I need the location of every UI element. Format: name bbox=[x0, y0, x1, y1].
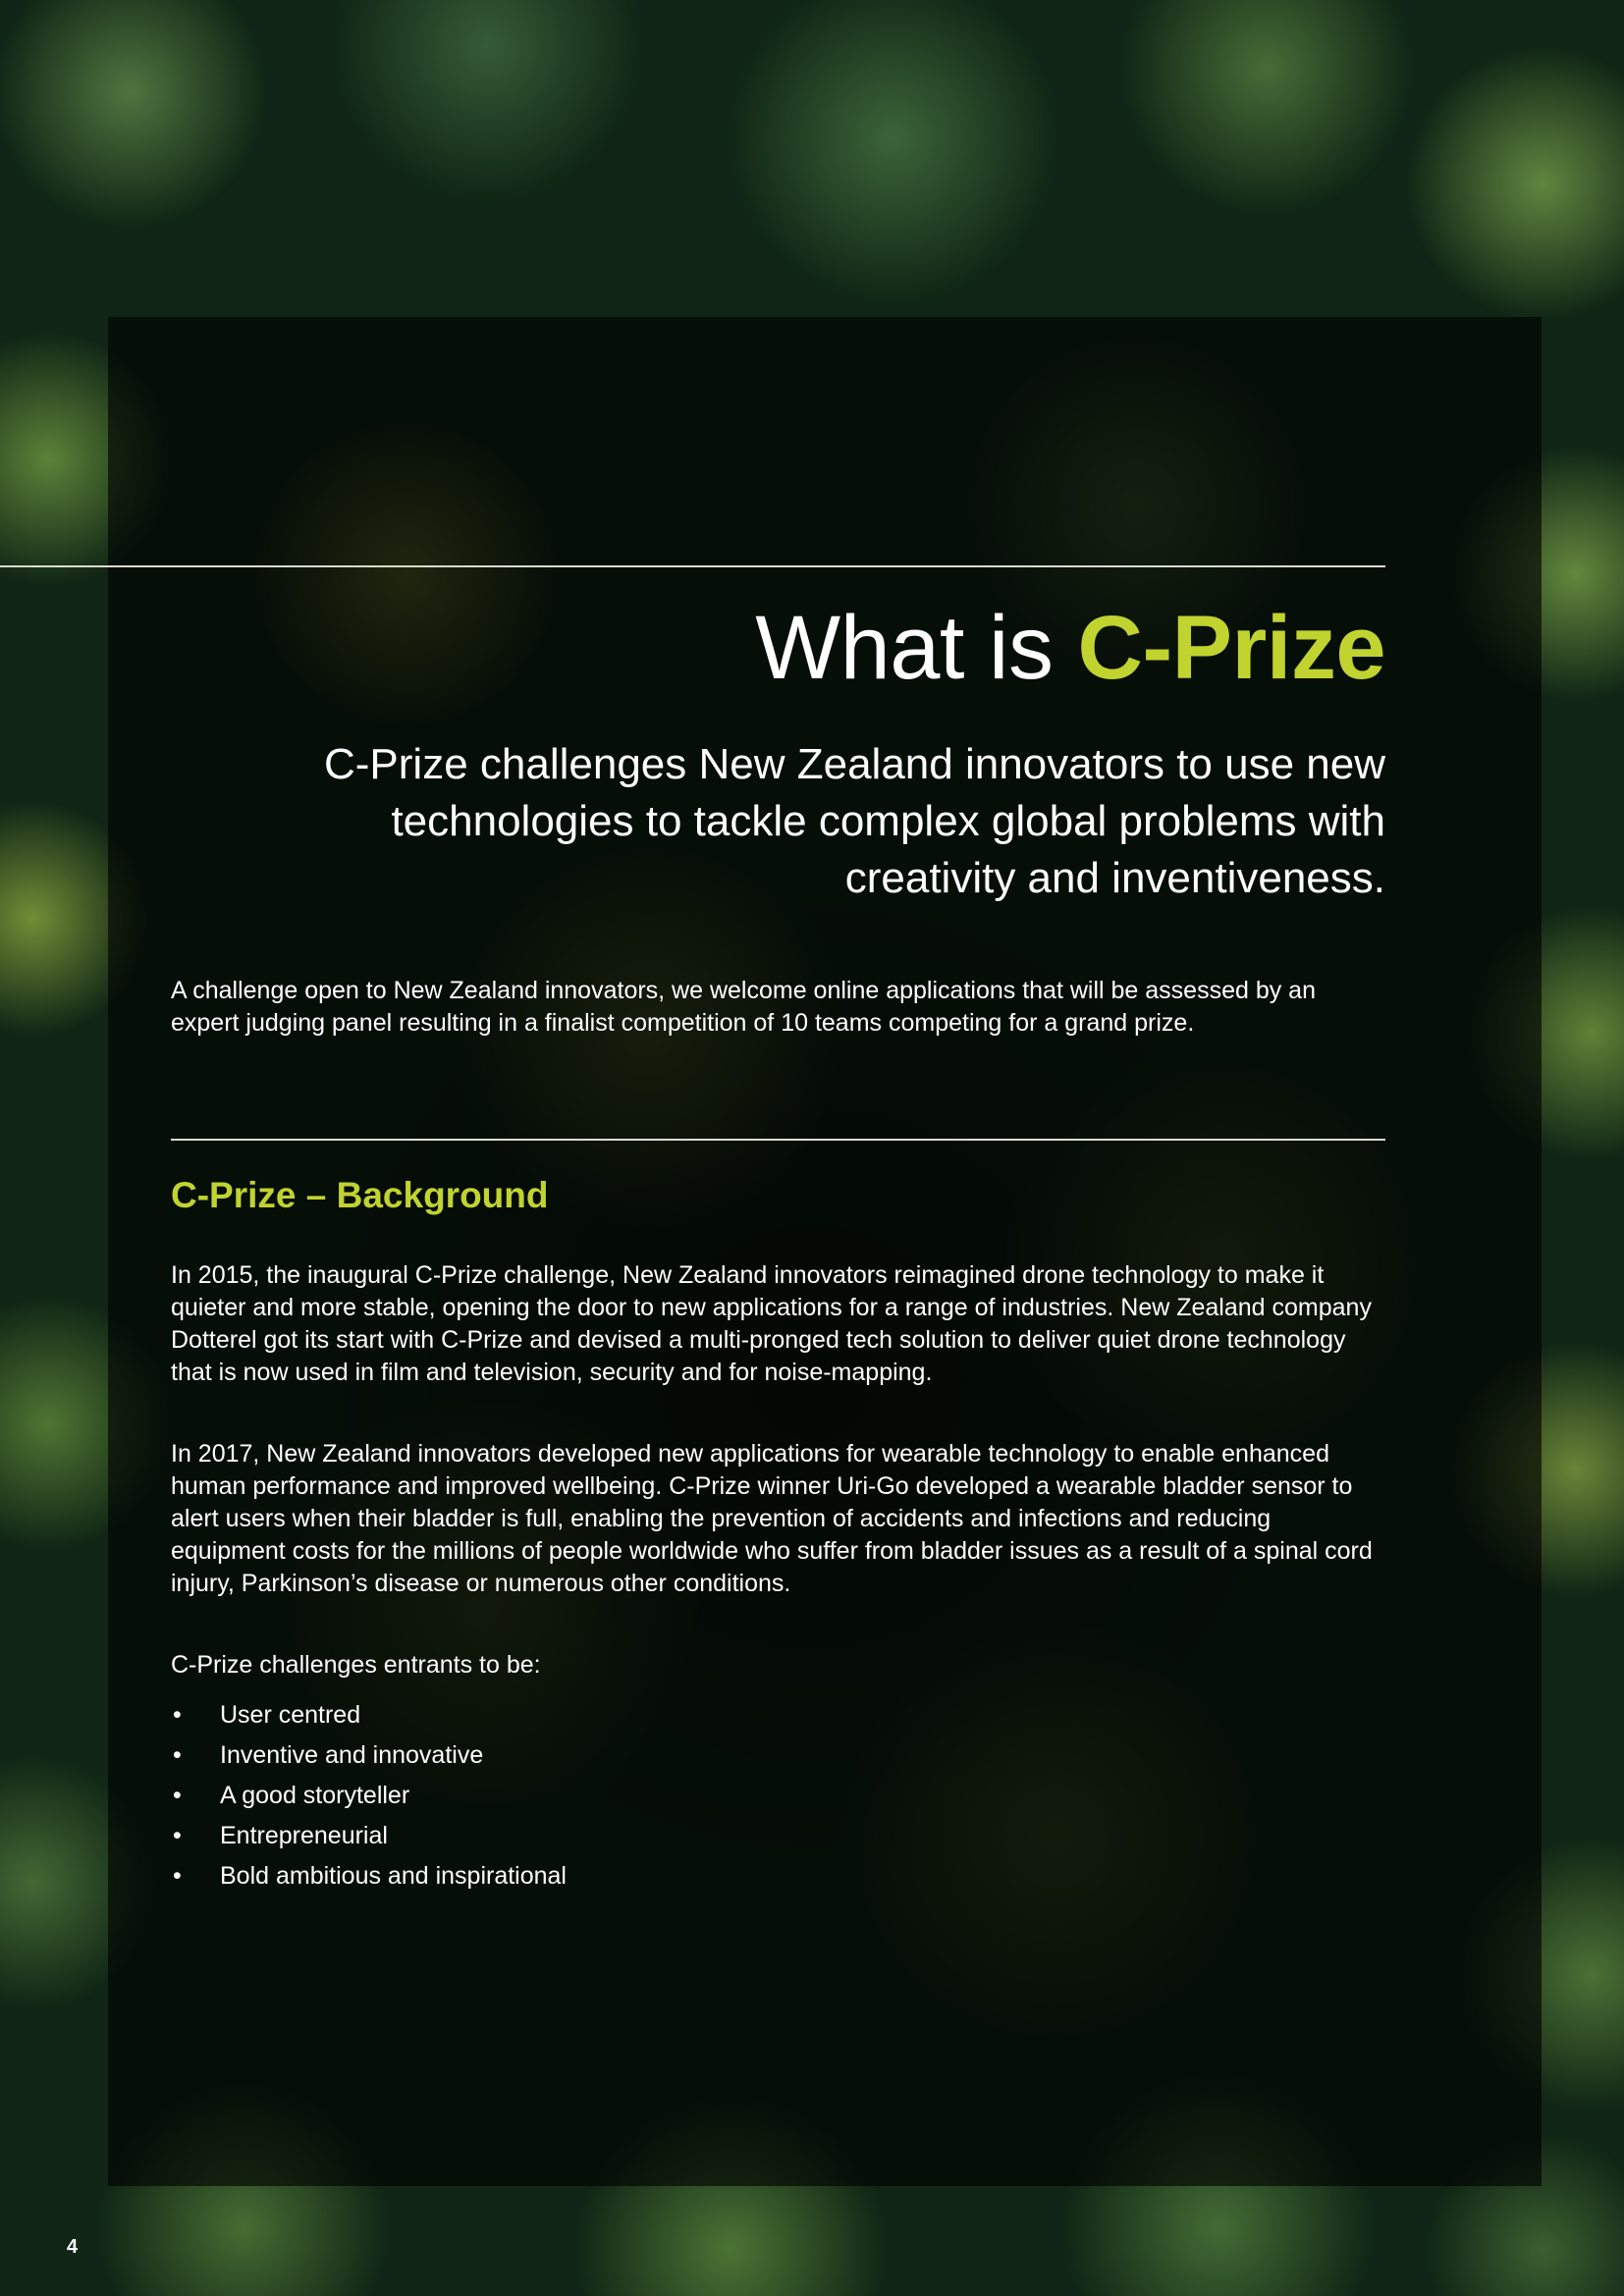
page-number: 4 bbox=[67, 2236, 79, 2258]
bullet-icon: • bbox=[173, 1741, 182, 1769]
title-highlight: C-Prize bbox=[1077, 598, 1385, 698]
title-prefix: What is bbox=[755, 598, 1078, 698]
page-title bbox=[755, 594, 1385, 702]
list-item bbox=[171, 1776, 567, 1816]
list-item bbox=[171, 1856, 567, 1896]
list-item-label: A good storyteller bbox=[220, 1782, 410, 1809]
list-item-label: User centred bbox=[220, 1701, 361, 1729]
bullet-icon: • bbox=[173, 1782, 182, 1809]
list-item-label: Bold ambitious and inspirational bbox=[220, 1862, 567, 1890]
bullet-icon: • bbox=[173, 1862, 182, 1890]
section-divider bbox=[171, 1139, 1385, 1141]
list-item bbox=[171, 1695, 567, 1735]
list-item bbox=[171, 1816, 567, 1856]
background-paragraph-2017: In 2017, New Zealand innovators developed new applications for wearable technology to enable enhanced human performance and improved wellbeing. C-Prize winner Uri-Go developed a wearable bladder sensor to alert users when their bladder is full, enabling the prevention of accidents and infections and reducing equipment costs for the millions of people worldwide who suffer from bladder issues as a result of a spinal cord injury, Parkinson’s disease or numerous other conditions. bbox=[171, 1440, 1373, 1597]
intro-paragraph: A challenge open to New Zealand innovators, we welcome online applications that will be assessed by an expert judging panel resulting in a finalist competition of 10 teams competing for a grand prize. bbox=[171, 977, 1316, 1037]
background-heading: C-Prize – Background bbox=[171, 1175, 549, 1215]
bullet-icon: • bbox=[173, 1822, 182, 1849]
list-item-label: Entrepreneurial bbox=[220, 1822, 388, 1849]
challenge-attributes-list bbox=[171, 1695, 567, 1896]
bullet-icon: • bbox=[173, 1701, 182, 1729]
list-item bbox=[171, 1735, 567, 1776]
list-item-label: Inventive and innovative bbox=[220, 1741, 484, 1769]
challenges-intro: C-Prize challenges entrants to be: bbox=[171, 1651, 541, 1679]
top-divider bbox=[0, 565, 1385, 567]
subtitle: C-Prize challenges New Zealand innovators to use new technologies to tackle complex global problems with creativity and inventiveness. bbox=[323, 740, 1385, 902]
background-paragraph-2015: In 2015, the inaugural C-Prize challenge, New Zealand innovators reimagined drone technology to make it quieter and more stable, opening the door to new applications for a range of industries. New Zealand company Dotterel got its start with C-Prize and devised a multi-pronged tech solution to deliver quiet drone technology that is now used in film and television, security and for noise-mapping. bbox=[171, 1261, 1372, 1386]
